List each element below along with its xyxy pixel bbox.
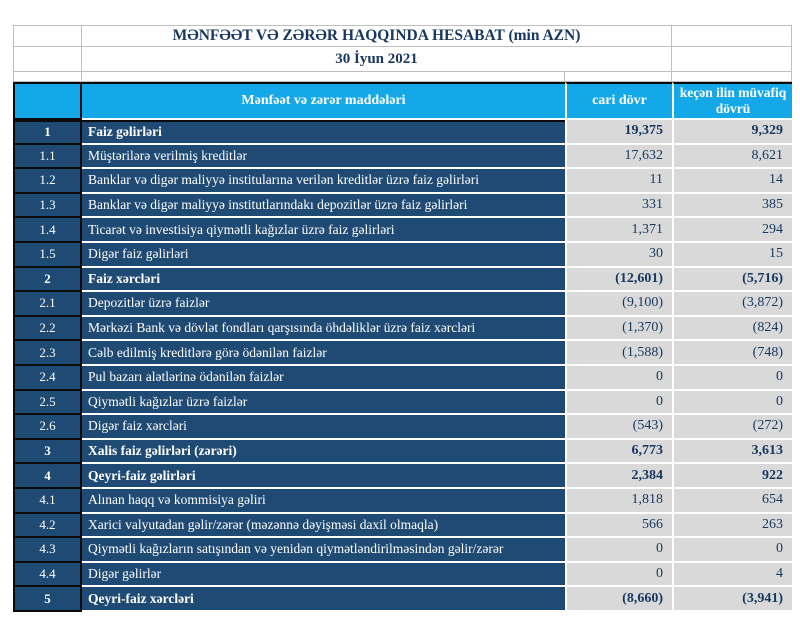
title-left-empty-cell (13, 25, 82, 47)
spacer-cell (13, 72, 82, 82)
row-value-prior-cell: 654 (672, 489, 792, 514)
row-value-current-cell: 0 (565, 563, 672, 588)
table-row (13, 415, 792, 440)
row-number-cell: 1.5 (13, 243, 82, 268)
row-value-current-cell: 0 (565, 366, 672, 391)
row-label-cell: Banklar və digər maliyyə institutlarındakı depozitlər üzrə faiz gəlirləri (82, 194, 565, 219)
row-number-cell: 4 (13, 464, 82, 489)
row-value-prior-cell: 294 (672, 218, 792, 243)
row-value-prior-cell: (272) (672, 415, 792, 440)
table-row (13, 243, 792, 268)
table-row (13, 145, 792, 170)
row-value-prior-cell: 0 (672, 391, 792, 416)
date-left-empty-cell (13, 47, 82, 72)
row-value-prior-cell: 8,621 (672, 145, 792, 170)
row-value-current-cell: 331 (565, 194, 672, 219)
row-value-current-cell: 19,375 (565, 120, 672, 145)
row-number-cell: 1.2 (13, 169, 82, 194)
row-label-cell: Cəlb edilmiş kreditlərə görə ödənilən faizlər (82, 341, 565, 366)
row-number-cell: 2 (13, 268, 82, 293)
table-row (13, 563, 792, 588)
data-rows (13, 120, 792, 612)
date-right-empty-cell (672, 47, 792, 72)
column-header-row (13, 82, 792, 120)
row-number-cell: 2.6 (13, 415, 82, 440)
row-value-prior-cell: 922 (672, 464, 792, 489)
spacer-cell (565, 72, 672, 82)
row-value-prior-cell: 15 (672, 243, 792, 268)
row-value-current-cell: (8,660) (565, 587, 672, 612)
header-current-period-cell: cari dövr (565, 82, 672, 120)
row-number-cell: 1.4 (13, 218, 82, 243)
header-prior-period-cell: keçən ilin müvafiq dövrü (672, 82, 792, 120)
header-number-cell (13, 82, 82, 120)
financial-table (13, 25, 792, 612)
row-label-cell: Xalis faiz gəlirləri (zərəri) (82, 440, 565, 465)
row-value-current-cell: 1,371 (565, 218, 672, 243)
row-label-cell: Pul bazarı alətlərinə ödənilən faizlər (82, 366, 565, 391)
row-label-cell: Digər faiz gəlirləri (82, 243, 565, 268)
row-number-cell: 4.1 (13, 489, 82, 514)
row-value-prior-cell: 3,613 (672, 440, 792, 465)
table-row (13, 120, 792, 145)
row-value-prior-cell: (5,716) (672, 268, 792, 293)
row-value-current-cell: (543) (565, 415, 672, 440)
table-row (13, 464, 792, 489)
row-value-prior-cell: 263 (672, 514, 792, 539)
table-row (13, 514, 792, 539)
row-value-prior-cell: 0 (672, 538, 792, 563)
row-value-prior-cell: 385 (672, 194, 792, 219)
row-value-prior-cell: (824) (672, 317, 792, 342)
table-row (13, 489, 792, 514)
row-value-current-cell: (12,601) (565, 268, 672, 293)
row-label-cell: Qiymətli kağızlar üzrə faizlər (82, 391, 565, 416)
row-number-cell: 2.4 (13, 366, 82, 391)
row-label-cell: Ticarət və investisiya qiymətli kağızlar üzrə faiz gəlirləri (82, 218, 565, 243)
row-number-cell: 4.4 (13, 563, 82, 588)
table-row (13, 440, 792, 465)
row-number-cell: 2.2 (13, 317, 82, 342)
row-value-prior-cell: 4 (672, 563, 792, 588)
row-number-cell: 1.3 (13, 194, 82, 219)
report-date: 30 İyun 2021 (82, 47, 672, 72)
row-value-current-cell: 0 (565, 538, 672, 563)
row-value-current-cell: 566 (565, 514, 672, 539)
row-value-prior-cell: (748) (672, 341, 792, 366)
row-number-cell: 1 (13, 120, 82, 145)
row-label-cell: Mərkəzi Bank və dövlət fondları qarşısında öhdəliklər üzrə faiz xərcləri (82, 317, 565, 342)
row-number-cell: 2.1 (13, 292, 82, 317)
row-label-cell: Banklar və digər maliyyə institularına verilən kreditlər üzrə faiz gəlirləri (82, 169, 565, 194)
row-number-cell: 5 (13, 587, 82, 612)
row-value-prior-cell: 9,329 (672, 120, 792, 145)
row-number-cell: 4.2 (13, 514, 82, 539)
row-label-cell: Faiz gəlirləri (82, 120, 565, 145)
row-value-prior-cell: 14 (672, 169, 792, 194)
row-value-current-cell: 6,773 (565, 440, 672, 465)
row-label-cell: Xarici valyutadan gəlir/zərər (məzənnə dəyişməsi daxil olmaqla) (82, 514, 565, 539)
row-label-cell: Alınan haqq və kommisiya gəliri (82, 489, 565, 514)
row-number-cell: 2.3 (13, 341, 82, 366)
row-label-cell: Digər gəlirlər (82, 563, 565, 588)
row-value-current-cell: (9,100) (565, 292, 672, 317)
row-number-cell: 3 (13, 440, 82, 465)
table-row (13, 538, 792, 563)
table-row (13, 169, 792, 194)
spacer-row (13, 72, 792, 82)
date-row (13, 47, 792, 72)
row-value-current-cell: 2,384 (565, 464, 672, 489)
table-row (13, 341, 792, 366)
row-number-cell: 1.1 (13, 145, 82, 170)
row-label-cell: Digər faiz xərcləri (82, 415, 565, 440)
row-value-prior-cell: 0 (672, 366, 792, 391)
report-title: MƏNFƏƏT VƏ ZƏRƏR HAQQINDA HESABAT (min AZN) (82, 25, 672, 47)
table-row (13, 194, 792, 219)
header-items-cell: Mənfəət və zərər maddələri (82, 82, 565, 120)
title-row (13, 25, 792, 47)
row-number-cell: 4.3 (13, 538, 82, 563)
title-right-empty-cell (672, 25, 792, 47)
table-row (13, 292, 792, 317)
row-label-cell: Qiymətli kağızların satışından və yenidən qiymətləndirilməsindən gəlir/zərər (82, 538, 565, 563)
row-number-cell: 2.5 (13, 391, 82, 416)
table-row (13, 317, 792, 342)
row-label-cell: Faiz xərcləri (82, 268, 565, 293)
row-value-current-cell: 11 (565, 169, 672, 194)
table-row (13, 366, 792, 391)
table-row (13, 391, 792, 416)
row-value-current-cell: 0 (565, 391, 672, 416)
row-label-cell: Qeyri-faiz xərcləri (82, 587, 565, 612)
table-row (13, 218, 792, 243)
spacer-cell (672, 72, 792, 82)
row-value-current-cell: (1,370) (565, 317, 672, 342)
table-title-area (13, 25, 792, 82)
row-value-current-cell: (1,588) (565, 341, 672, 366)
row-label-cell: Qeyri-faiz gəlirləri (82, 464, 565, 489)
row-value-current-cell: 1,818 (565, 489, 672, 514)
row-value-current-cell: 17,632 (565, 145, 672, 170)
row-value-prior-cell: (3,872) (672, 292, 792, 317)
row-label-cell: Müştərilərə verilmiş kreditlər (82, 145, 565, 170)
table-row (13, 587, 792, 612)
spacer-cell (82, 72, 565, 82)
row-value-current-cell: 30 (565, 243, 672, 268)
table-row (13, 268, 792, 293)
row-label-cell: Depozitlər üzrə faizlər (82, 292, 565, 317)
row-value-prior-cell: (3,941) (672, 587, 792, 612)
